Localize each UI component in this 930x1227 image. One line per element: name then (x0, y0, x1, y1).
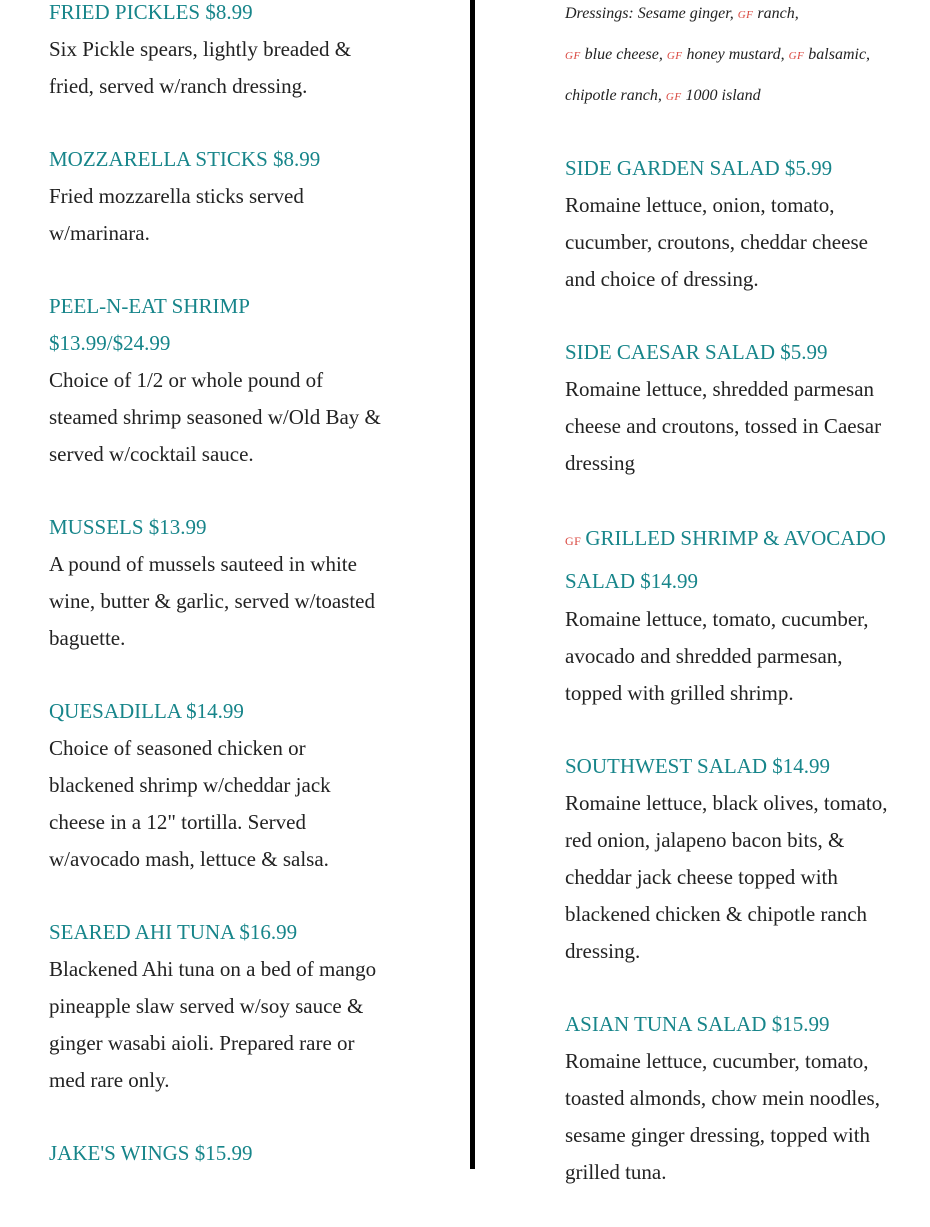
dressings-label: Dressings: (565, 5, 634, 22)
gluten-free-tag: GF (565, 50, 581, 62)
menu-item-description: Romaine lettuce, shredded parmesan cheese and croutons, tossed in Caesar dressing (565, 377, 882, 475)
menu-item-description: Six Pickle spears, lightly breaded & fried, served w/ranch dressing. (49, 37, 352, 98)
menu-item-side-caesar-salad (565, 334, 915, 482)
menu-item-asian-tuna-salad (565, 1006, 915, 1191)
menu-item-description: Romaine lettuce, black olives, tomato, red onion, jalapeno bacon bits, & cheddar jack cheese topped with blackened chicken & chipotle ranch dressing. (565, 791, 888, 963)
dressing-option: blue cheese, (584, 46, 663, 63)
menu-item-mussels (49, 509, 394, 657)
menu-item-title: SIDE GARDEN SALAD $5.99 (565, 156, 833, 180)
appetizers-column (49, 0, 394, 1208)
dressings-list (565, 0, 915, 117)
menu-item-description: Fried mozzarella sticks served w/marinara. (49, 184, 304, 245)
menu-item-description: Blackened Ahi tuna on a bed of mango pineapple slaw served w/soy sauce & ginger wasabi aioli. Prepared rare or med rare only. (49, 957, 377, 1092)
menu-item-seared-ahi-tuna (49, 914, 394, 1099)
menu-item-description: Romaine lettuce, cucumber, tomato, toasted almonds, chow mein noodles, sesame ginger dressing, topped with grilled tuna. (565, 1049, 880, 1184)
menu-item-southwest-salad (565, 748, 915, 970)
menu-item-title: ASIAN TUNA SALAD $15.99 (565, 1012, 830, 1036)
menu-item-title: SIDE CAESAR SALAD $5.99 (565, 340, 828, 364)
menu-item-title: SOUTHWEST SALAD $14.99 (565, 754, 831, 778)
gluten-free-tag: GF (737, 9, 754, 21)
menu-item-description: Choice of 1/2 or whole pound of steamed shrimp seasoned w/Old Bay & served w/cocktail sauce. (49, 368, 381, 466)
menu-item-description: Romaine lettuce, tomato, cucumber, avocado and shredded parmesan, topped with grilled shrimp. (565, 607, 869, 705)
menu-item-title: FRIED PICKLES $8.99 (49, 0, 253, 24)
dressing-option: chipotle ranch, (565, 87, 662, 104)
menu-item-side-garden-salad (565, 150, 915, 298)
dressing-option: Sesame ginger, (637, 5, 734, 22)
gluten-free-tag: GF (666, 50, 683, 62)
menu-item-mozzarella-sticks (49, 141, 394, 252)
menu-item-description: A pound of mussels sauteed in white wine, butter & garlic, served w/toasted baguette. (49, 552, 375, 650)
gluten-free-tag: GF (788, 50, 805, 62)
menu-item-title: MUSSELS $13.99 (49, 515, 207, 539)
menu-item-title-text: GRILLED SHRIMP & AVOCADO SALAD $14.99 (565, 526, 886, 593)
gluten-free-tag: GF (665, 91, 682, 103)
menu-item-title: JAKE'S WINGS $15.99 (49, 1141, 253, 1165)
dressing-option: 1000 island (685, 87, 761, 104)
menu-item-title: SEARED AHI TUNA $16.99 (49, 920, 298, 944)
dressing-option: balsamic, (808, 46, 871, 63)
menu-item-quesadilla (49, 693, 394, 878)
dressing-option: honey mustard, (686, 46, 785, 63)
gluten-free-tag: GF (565, 534, 582, 548)
menu-item-description: Choice of seasoned chicken or blackened shrimp w/cheddar jack cheese in a 12" tortilla. Served w/avocado mash, lettuce & salsa. (49, 736, 331, 871)
salads-column (565, 0, 915, 1227)
menu-item-title: MOZZARELLA STICKS $8.99 (49, 147, 321, 171)
menu-item-grilled-shrimp-avocado-salad (565, 518, 915, 712)
menu-item-title: PEEL-N-EAT SHRIMP $13.99/$24.99 (49, 294, 250, 355)
menu-item-title: QUESADILLA $14.99 (49, 699, 244, 723)
menu-item-fried-pickles (49, 0, 394, 105)
dressing-option: ranch, (757, 5, 799, 22)
menu-item-jakes-wings (49, 1135, 394, 1172)
menu-item-peel-n-eat-shrimp (49, 288, 394, 473)
column-divider (470, 0, 475, 1169)
menu-item-title (565, 518, 915, 601)
menu-item-description: Romaine lettuce, onion, tomato, cucumber, croutons, cheddar cheese and choice of dressing. (565, 193, 868, 291)
